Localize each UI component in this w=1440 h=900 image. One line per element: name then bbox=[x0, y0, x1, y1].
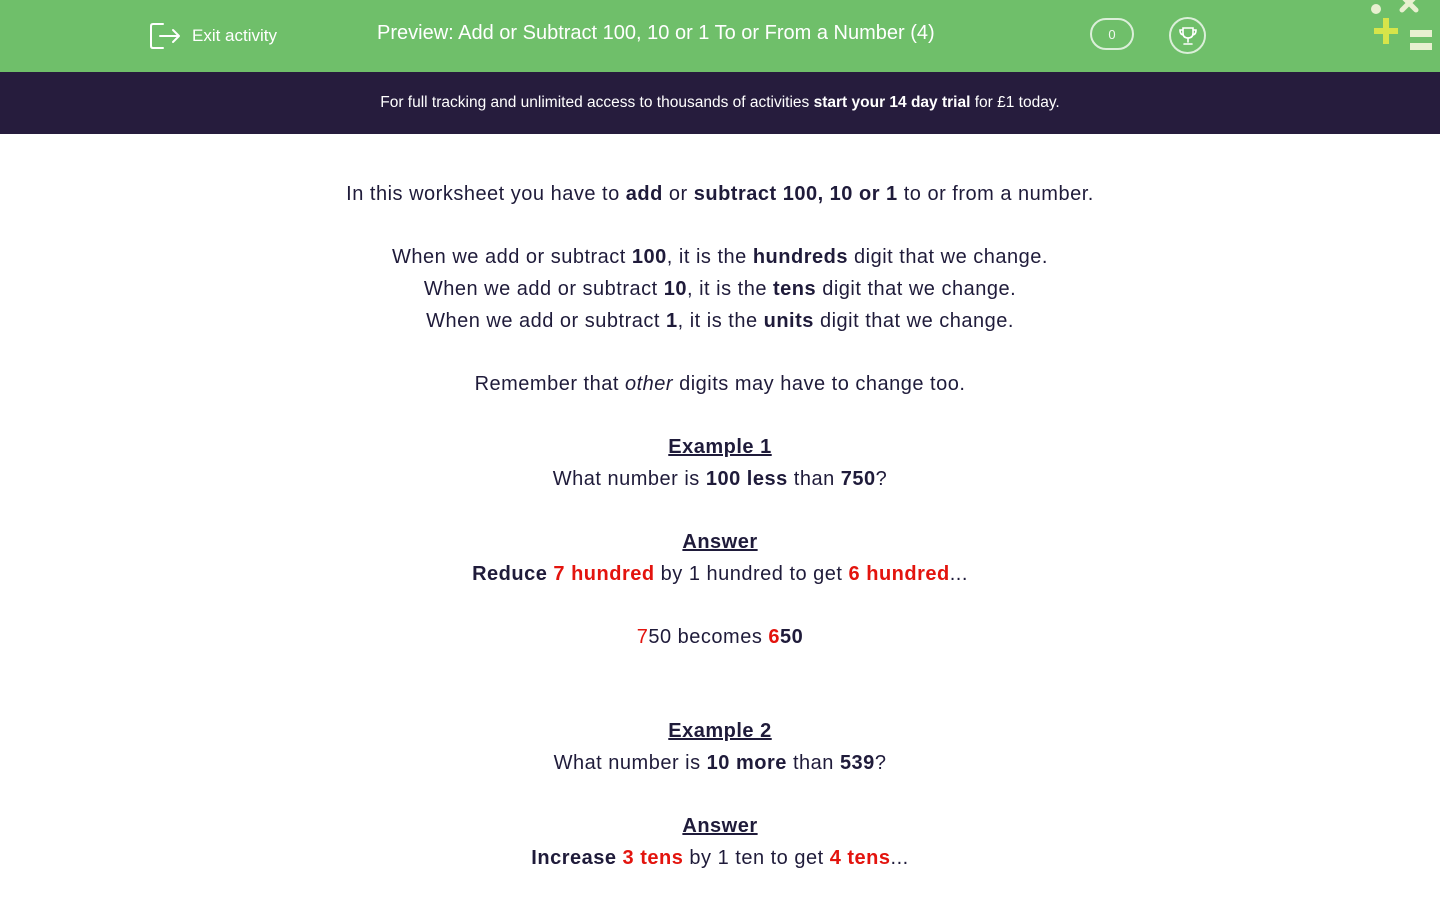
trophy-button[interactable] bbox=[1169, 17, 1206, 54]
example-2-answer-heading: Answer bbox=[682, 815, 758, 837]
trophy-icon bbox=[1177, 25, 1199, 47]
reminder-text: Remember that other digits may have to change too. bbox=[474, 373, 966, 395]
logo-decoration bbox=[1366, 0, 1440, 60]
example-2-heading: Example 2 bbox=[668, 720, 772, 742]
example-1-question: What number is 100 less than 750? bbox=[552, 468, 888, 490]
rule-tens: When we add or subtract 10, it is the tens digit that we change. bbox=[423, 278, 1017, 300]
exit-activity-button[interactable] bbox=[148, 20, 277, 52]
example-1-heading: Example 1 bbox=[668, 436, 772, 458]
example-1-answer-heading: Answer bbox=[682, 531, 758, 553]
example-1-answer: Reduce 7 hundred by 1 hundred to get 6 hundred... bbox=[472, 563, 968, 585]
exit-icon bbox=[148, 21, 182, 51]
score-counter: 0 bbox=[1090, 18, 1134, 50]
example-1-result: 750 becomes 650 bbox=[636, 626, 804, 648]
exit-activity-label: Exit activity bbox=[192, 26, 278, 45]
rule-units: When we add or subtract 1, it is the units digit that we change. bbox=[426, 310, 1014, 332]
banner-prefix: For full tracking and unlimited access to thousands of activities bbox=[380, 94, 810, 111]
trial-banner bbox=[0, 72, 1440, 134]
example-2-answer: Increase 3 tens by 1 ten to get 4 tens... bbox=[531, 847, 909, 869]
example-2-question: What number is 10 more than 539? bbox=[553, 752, 887, 774]
intro-text: In this worksheet you have to add or subtract 100, 10 or 1 to or from a number. bbox=[346, 183, 1094, 205]
rule-hundreds: When we add or subtract 100, it is the hundreds digit that we change. bbox=[392, 246, 1048, 268]
trial-link[interactable]: start your 14 day trial bbox=[813, 94, 971, 111]
top-bar bbox=[0, 0, 1440, 72]
banner-suffix: for £1 today. bbox=[974, 94, 1060, 111]
worksheet-content bbox=[0, 178, 1440, 874]
page-title: Preview: Add or Subtract 100, 10 or 1 To or From a Number (4) bbox=[377, 22, 935, 44]
